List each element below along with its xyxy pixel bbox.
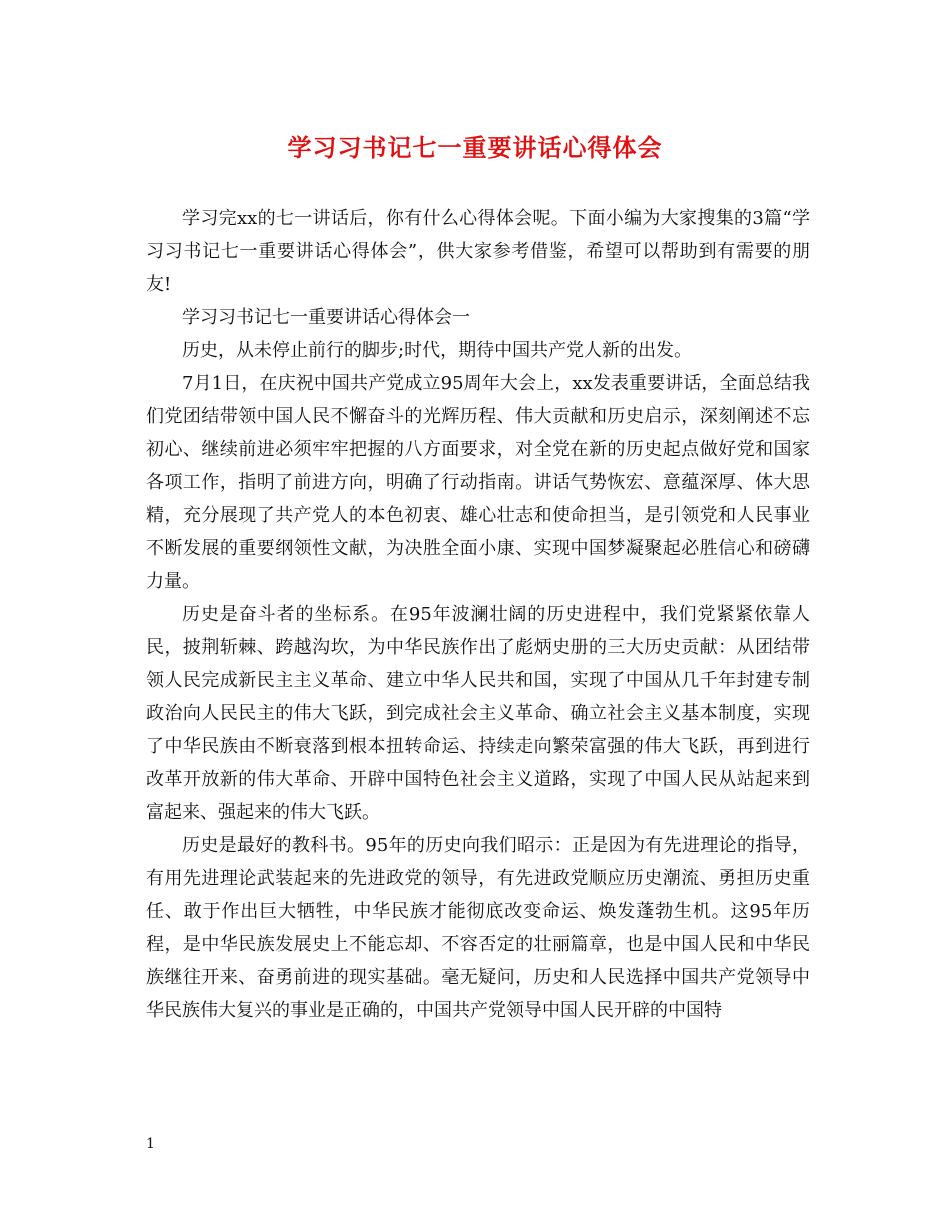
paragraph-textbook: 历史是最好的教科书。95年的历史向我们昭示：正是因为有先进理论的指导，有用先进理论武装起来的先进政党的领导，有先进政党顺应历史潮流、勇担历史重任、敢于作出巨大牺牲，中华民族才能彻底改变命运、焕发蓬勃生机。这95年历程，是中华民族发展史上不能忘却、不容否定的壮丽篇章，也是中国人民和中华民族继往开来、奋勇前进的现实基础。毫无疑问，历史和人民选择中国共产党领导中华民族伟大复兴的事业是正确的，中国共产党领导中国人民开辟的中国特 [146, 835, 810, 1021]
paragraph-history-step: 历史，从未停止前行的脚步;时代，期待中国共产党人新的出发。 [182, 340, 693, 361]
document-body [146, 202, 810, 1027]
paragraph-section-heading: 学习习书记七一重要讲话心得体会一 [182, 307, 470, 328]
paragraph-coordinate-system: 历史是奋斗者的坐标系。在95年波澜壮阔的历史进程中，我们党紧紧依靠人民，披荆斩棘、跨越沟坎，为中华民族作出了彪炳史册的三大历史贡献：从团结带领人民完成新民主主义革命、建立中华人民共和国，实现了中国从几千年封建专制政治向人民民主的伟大飞跃，到完成社会主义革命、确立社会主义基本制度，实现了中华民族由不断衰落到根本扭转命运、持续走向繁荣富强的伟大飞跃，再到进行改革开放新的伟大革命、开辟中国特色社会主义道路，实现了中国人民从站起来到富起来、强起来的伟大飞跃。 [146, 604, 810, 823]
paragraph-july-first: 7月1日，在庆祝中国共产党成立95周年大会上，xx发表重要讲话，全面总结我们党团结带领中国人民不懈奋斗的光辉历程、伟大贡献和历史启示，深刻阐述不忘初心、继续前进必须牢牢把握的八方面要求，对全党在新的历史起点做好党和国家各项工作，指明了前进方向，明确了行动指南。讲话气势恢宏、意蕴深厚、体大思精，充分展现了共产党人的本色初衷、雄心壮志和使命担当，是引领党和人民事业不断发展的重要纲领性文献，为决胜全面小康、实现中国梦凝聚起必胜信心和磅礴力量。 [146, 373, 810, 592]
document-title: 学习习书记七一重要讲话心得体会 [287, 133, 663, 162]
page-number: 1 [146, 1136, 155, 1152]
paragraph-intro: 学习完xx的七一讲话后，你有什么心得体会呢。下面小编为大家搜集的3篇“学习习书记七一重要讲话心得体会”，供大家参考借鉴，希望可以帮助到有需要的朋友! [146, 208, 810, 295]
